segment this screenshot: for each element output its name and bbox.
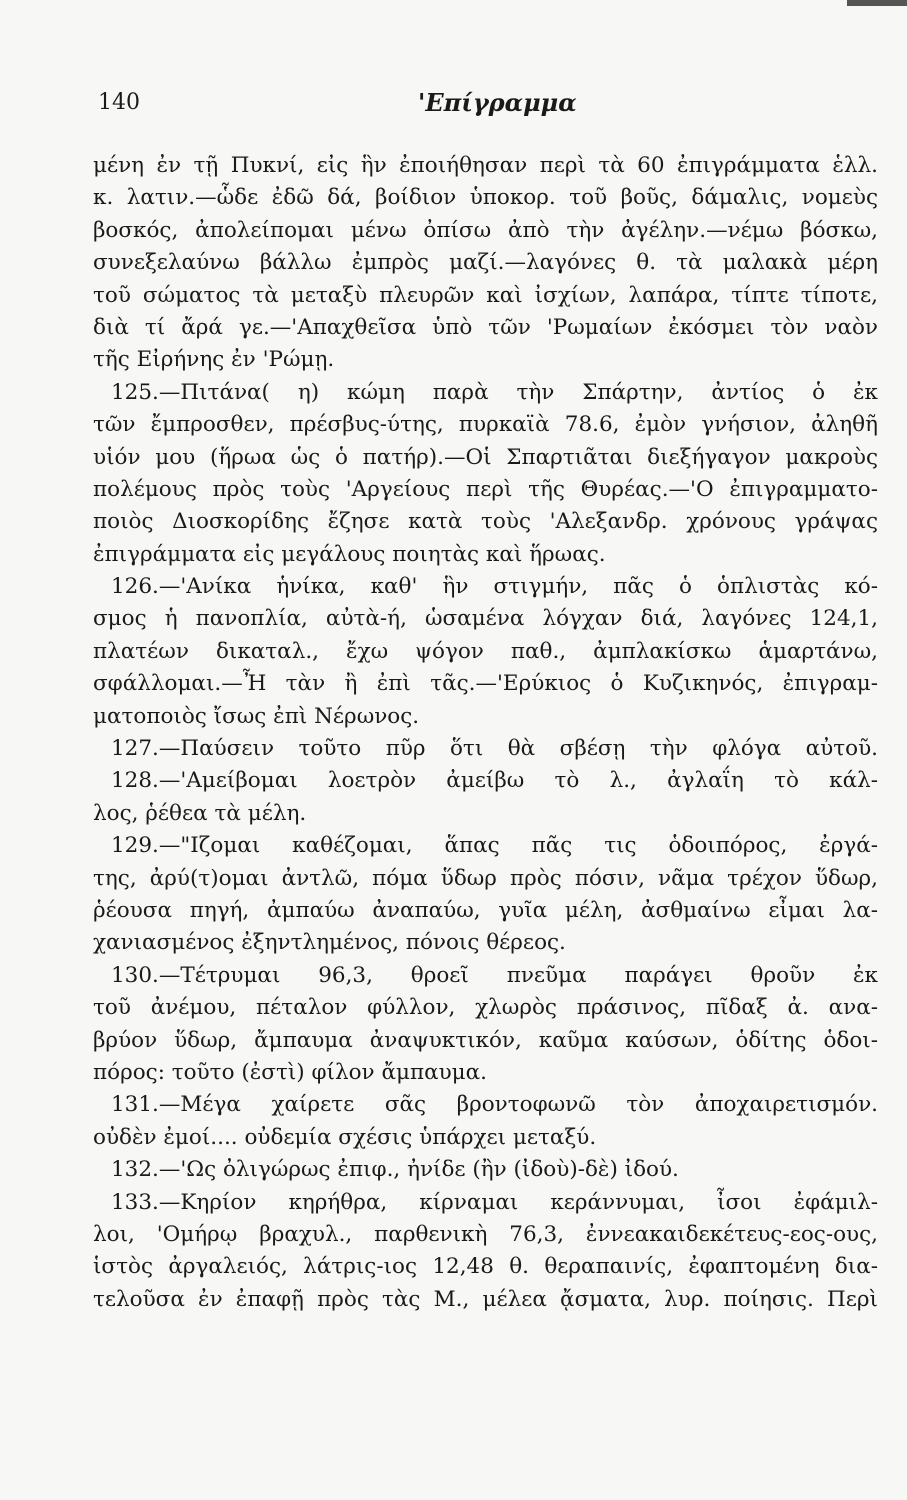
text-line: ματοποιὸς ἴσως ἐπὶ Νέρωνος. [93, 703, 420, 729]
entry-line-130: 130.—Τέτρυμαι 96,3, θροεῖ πνεῦμα παράγει θροῦν ἐκ [111, 962, 878, 988]
text-line: διὰ τί ἄρά γε.—'Απαχθεῖσα ὑπὸ τῶν 'Ρωμαίων ἐκόσμει τὸν ναὸν [93, 314, 878, 340]
text-line: τῆς Εἰρήνης ἐν 'Ρώμῃ. [93, 347, 335, 373]
text-line: ἱστὸς ἀργαλειός, λάτρις-ιος 12,48 θ. θεραπαινίς, ἐφαπτομένη δια- [93, 1254, 878, 1280]
entry-line-125: 125.—Πιτάνα( η) κώμη παρὰ τὴν Σπάρτην, ἀντίος ὁ ἐκ [111, 379, 878, 405]
text-line: βοσκός, ἀπολείπομαι μένω ὀπίσω ἀπὸ τὴν ἀγέλην.—νέμω βόσκω, [93, 217, 878, 243]
text-line: λος, ῥέθεα τὰ μέλη. [93, 800, 307, 826]
page-edge-mark [847, 0, 907, 6]
entry-line-127: 127.—Παύσειν τοῦτο πῦρ ὅτι θὰ σβέσῃ τὴν φλόγα αὐτοῦ. [111, 736, 878, 762]
text-line: πόρος: τοῦτο (ἐστὶ) φίλον ἄμπαυμα. [93, 1059, 488, 1085]
text-line: ποιὸς Διοσκορίδης ἔζησε κατὰ τοὺς 'Αλεξανδρ. χρόνους γράψας [93, 509, 878, 535]
text-line: χανιασμένος ἐξηντλημένος, πόνοις θέρεος. [93, 930, 566, 956]
entry-line-129: 129.—"Ιζομαι καθέζομαι, ἅπας πᾶς τις ὁδοιπόρος, ἐργά- [111, 833, 878, 859]
text-line: σμος ἡ πανοπλία, αὐτὰ-ή, ὡσαμένα λόγχαν διά, λαγόνες 124,1, [93, 606, 878, 632]
text-line: ἐπιγράμματα εἰς μεγάλους ποιητὰς καὶ ἥρωας. [93, 541, 606, 567]
text-line: λοι, 'Ομήρῳ βραχυλ., παρθενικὴ 76,3, ἐννεακαιδεκέτευς-εος-ους, [93, 1221, 878, 1247]
body-text [93, 150, 878, 1316]
text-line: βρύον ὕδωρ, ἄμπαυμα ἀναψυκτικόν, καῦμα καύσων, ὁδίτης ὁδοι- [93, 1027, 878, 1053]
running-title: 'Επίγραμμα [418, 88, 577, 117]
text-line: πλατέων δικαταλ., ἔχω ψόγον παθ., ἀμπλακίσκω ἁμαρτάνω, [93, 638, 878, 664]
text-line: μένη ἐν τῇ Πυκνί, εἰς ἣν ἐποιήθησαν περὶ τὰ 60 ἐπιγράμματα ἑλλ. [93, 153, 878, 178]
entry-line-132: 132.—'Ως ὀλιγώρως ἐπιφ., ἠνίδε (ἢν (ἰδοὺ)-δὲ) ἰδού. [111, 1157, 679, 1183]
text-line: τοῦ ἀνέμου, πέταλον φύλλον, χλωρὸς πράσινος, πῖδαξ ἀ. ανα- [93, 995, 878, 1021]
text-line: κ. λατιν.—ὧδε ἐδῶ δά, βοίδιον ὑποκορ. τοῦ βοῦς, δάμαλις, νομεὺς [93, 185, 878, 211]
text-line: τῶν ἔμπροσθεν, πρέσβυς-ύτης, πυρκαϊὰ 78.6, ἐμὸν γνήσιον, ἀληθῆ [93, 412, 878, 438]
text-line: της, ἀρύ(τ)ομαι ἀντλῶ, πόμα ὕδωρ πρὸς πόσιν, νᾶμα τρέχον ὕδωρ, [93, 865, 878, 891]
text-line: σφάλλομαι.—Ἦ τὰν ἢ ἐπὶ τᾶς.—'Ερύκιος ὁ Κυζικηνός, ἐπιγραμ- [93, 671, 878, 697]
text-line: οὐδὲν ἐμοί.... οὐδεμία σχέσις ὑπάρχει μεταξύ. [93, 1124, 597, 1150]
text-line: υἱόν μου (ἥρωα ὡς ὁ πατήρ).—Οἱ Σπαρτιᾶται διεξήγαγον μακροὺς [93, 444, 878, 470]
entry-line-131: 131.—Μέγα χαίρετε σᾶς βροντοφωνῶ τὸν ἀποχαιρετισμόν. [111, 1092, 878, 1118]
text-line: πολέμους πρὸς τοὺς 'Αργείους περὶ τῆς Θυρέας.—'Ο ἐπιγραμματο- [93, 476, 878, 502]
page-header [98, 88, 878, 128]
entry-line-126: 126.—'Ανίκα ἡνίκα, καθ' ἣν στιγμήν, πᾶς ὁ ὁπλιστὰς κό- [111, 574, 878, 600]
entry-line-133: 133.—Κηρίον κηρήθρα, κίρναμαι κεράννυμαι, ἶσοι ἐφάμιλ- [111, 1189, 878, 1215]
text-line: συνεξελαύνω βάλλω ἐμπρὸς μαζί.—λαγόνες θ. τὰ μαλακὰ μέρη [93, 250, 878, 276]
text-line: ῥέουσα πηγή, ἀμπαύω ἀναπαύω, γυῖα μέλη, ἀσθμαίνω εἶμαι λα- [93, 897, 878, 923]
text-line: τοῦ σώματος τὰ μεταξὺ πλευρῶν καὶ ἰσχίων, λαπάρα, τίπτε τίποτε, [93, 282, 878, 308]
text-line: τελοῦσα ἐν ἐπαφῇ πρὸς τὰς Μ., μέλεα ᾄσματα, λυρ. ποίησις. Περὶ [93, 1286, 878, 1312]
entry-line-128: 128.—'Αμείβομαι λοετρὸν ἀμείβω τὸ λ., ἀγλαΐη τὸ κάλ- [111, 768, 878, 794]
page-number: 140 [98, 90, 140, 115]
